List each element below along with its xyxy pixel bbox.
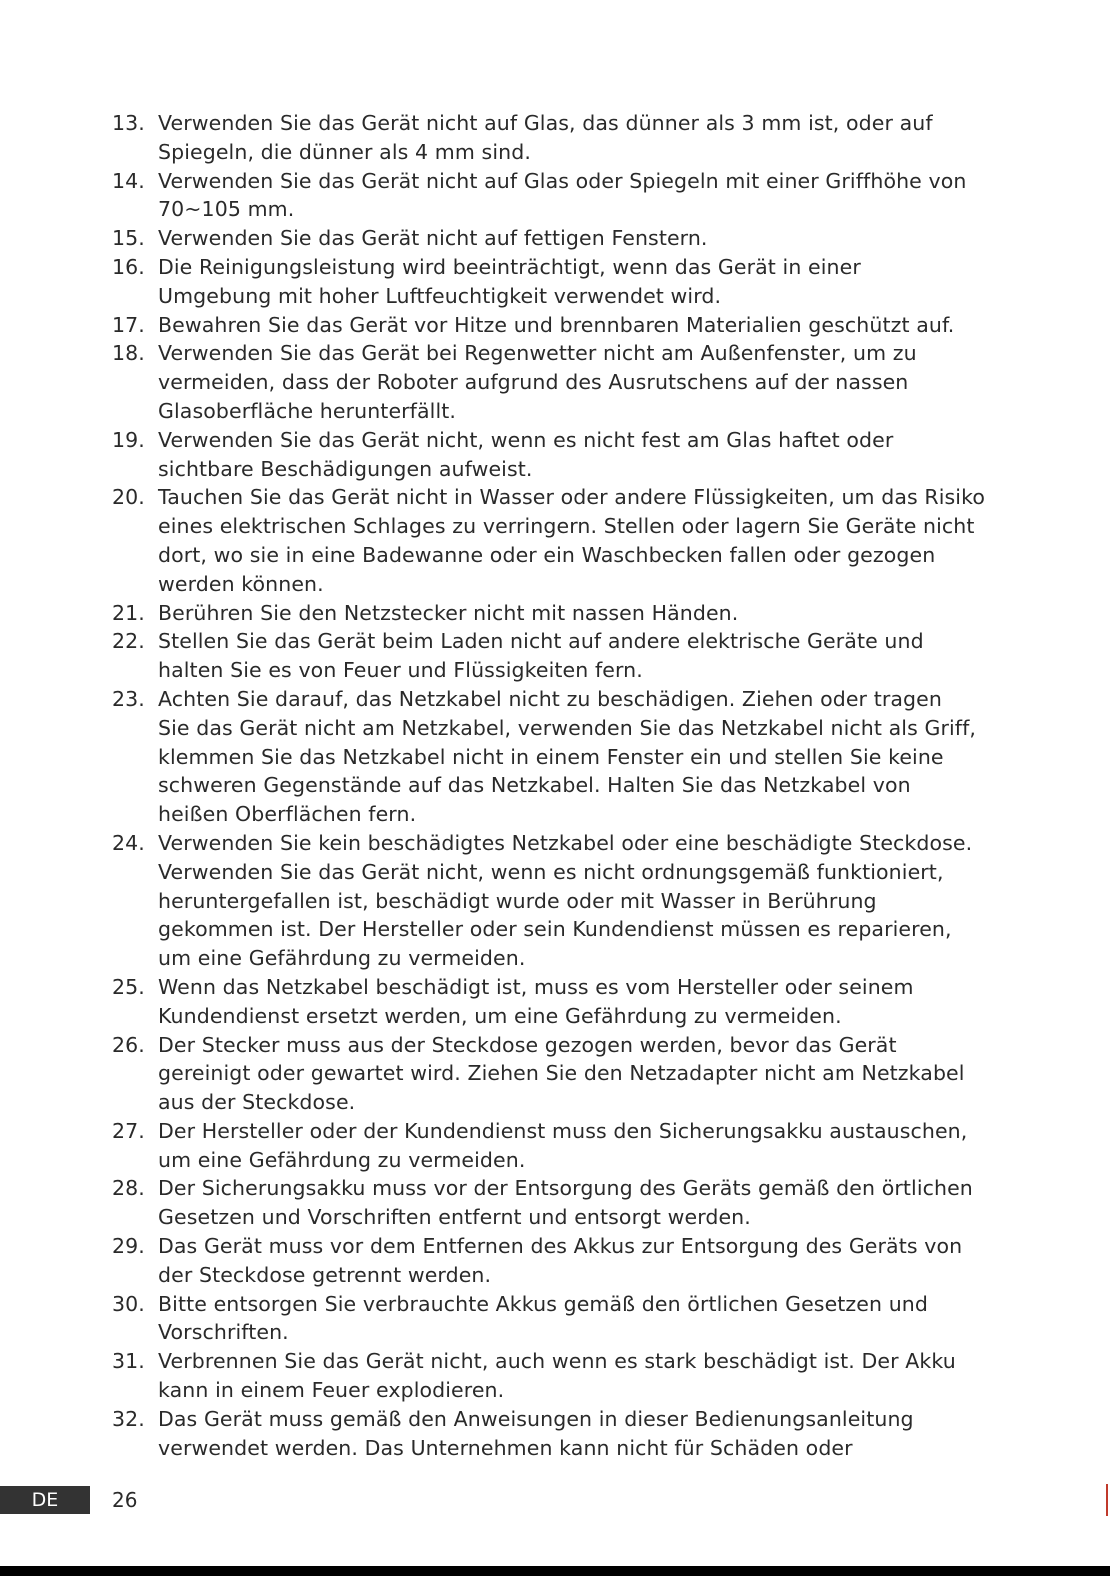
item-number: 15. <box>112 226 145 251</box>
page-number: 26 <box>112 1488 138 1512</box>
item-text: Verwenden Sie kein beschädigtes Netzkabel oder eine beschädigte Steckdose. Verwenden Sie das Gerät nicht, wenn es nicht ordnungsgemäß funktioniert, heruntergefallen ist, beschädigt wurde oder mit Wasser in Berührung gekommen ist. Der Hersteller oder sein Kundendienst müssen es reparieren, um eine Gefährdung zu vermeiden. <box>158 830 973 971</box>
item-text: Der Hersteller oder der Kundendienst muss den Sicherungsakku austauschen, um eine Gefährdung zu vermeiden. <box>158 1118 968 1172</box>
list-item <box>112 1031 1012 1117</box>
item-number: 14. <box>112 168 145 193</box>
list-item <box>112 829 1012 973</box>
list-item <box>112 1174 1012 1232</box>
item-number: 20. <box>112 485 145 510</box>
list-item <box>112 167 1012 225</box>
item-text: Bewahren Sie das Gerät vor Hitze und brennbaren Materialien geschützt auf. <box>158 312 955 337</box>
item-number: 13. <box>112 111 145 135</box>
list-item <box>112 109 1012 167</box>
item-number: 27. <box>112 1118 145 1143</box>
item-number: 29. <box>112 1234 145 1259</box>
item-text: Wenn das Netzkabel beschädigt ist, muss es vom Hersteller oder seinem Kundendienst ersetzt werden, um eine Gefährdung zu vermeiden. <box>158 974 914 1028</box>
language-tab: DE <box>0 1486 90 1514</box>
item-text: Der Stecker muss aus der Steckdose gezogen werden, bevor das Gerät gereinigt oder gewartet wird. Ziehen Sie den Netzadapter nicht am Netzkabel aus der Steckdose. <box>158 1032 965 1115</box>
item-number: 19. <box>112 427 145 452</box>
list-item <box>112 224 1012 253</box>
item-number: 22. <box>112 629 145 654</box>
list-item <box>112 253 1012 311</box>
item-text: Verwenden Sie das Gerät nicht, wenn es nicht fest am Glas haftet oder sichtbare Beschädigungen aufweist. <box>158 427 894 481</box>
safety-instructions-list <box>112 109 1012 1462</box>
list-item <box>112 973 1012 1031</box>
item-text: Verwenden Sie das Gerät nicht auf Glas oder Spiegeln mit einer Griffhöhe von 70~105 mm. <box>158 168 967 222</box>
item-number: 30. <box>112 1291 145 1316</box>
item-text: Verwenden Sie das Gerät bei Regenwetter nicht am Außenfenster, um zu vermeiden, dass der Roboter aufgrund des Ausrutschens auf der nassen Glasoberfläche herunterfällt. <box>158 341 917 423</box>
item-number: 32. <box>112 1406 145 1431</box>
item-text: Das Gerät muss vor dem Entfernen des Akkus zur Entsorgung des Geräts von der Steckdose getrennt werden. <box>158 1234 963 1287</box>
item-number: 16. <box>112 254 145 279</box>
list-item <box>112 426 1012 484</box>
item-text: Bitte entsorgen Sie verbrauchte Akkus gemäß den örtlichen Gesetzen und Vorschriften. <box>158 1291 929 1345</box>
item-text: Verwenden Sie das Gerät nicht auf fettigen Fenstern. <box>158 226 708 251</box>
edge-marker <box>1106 1484 1108 1516</box>
bottom-border <box>0 1566 1110 1576</box>
item-number: 17. <box>112 312 145 337</box>
item-number: 25. <box>112 974 145 999</box>
list-item <box>112 627 1012 685</box>
item-text: Verbrennen Sie das Gerät nicht, auch wenn es stark beschädigt ist. Der Akku kann in einem Feuer explodieren. <box>158 1349 956 1403</box>
list-item <box>112 1405 1012 1463</box>
item-text: Stellen Sie das Gerät beim Laden nicht auf andere elektrische Geräte und halten Sie es von Feuer und Flüssigkeiten fern. <box>158 629 924 683</box>
list-item <box>112 1117 1012 1175</box>
item-number: 21. <box>112 600 145 625</box>
list-item <box>112 599 1012 628</box>
list-item <box>112 1290 1012 1348</box>
item-number: 23. <box>112 686 145 711</box>
item-text: Berühren Sie den Netzstecker nicht mit nassen Händen. <box>158 600 739 625</box>
list-item <box>112 685 1012 829</box>
item-text: Der Sicherungsakku muss vor der Entsorgung des Geräts gemäß den örtlichen Gesetzen und Vorschriften entfernt und entsorgt werden. <box>158 1176 973 1230</box>
item-number: 24. <box>112 830 145 855</box>
item-number: 28. <box>112 1176 145 1201</box>
list-item <box>112 483 1012 598</box>
list-item <box>112 311 1012 340</box>
item-number: 26. <box>112 1032 145 1057</box>
item-text: Das Gerät muss gemäß den Anweisungen in dieser Bedienungsanleitung verwendet werden. Das Unternehmen kann nicht für Schäden oder <box>158 1406 914 1460</box>
list-item <box>112 339 1012 425</box>
item-number: 31. <box>112 1349 145 1374</box>
list-item <box>112 1347 1012 1405</box>
item-number: 18. <box>112 341 145 366</box>
list-item <box>112 1232 1012 1290</box>
item-text: Tauchen Sie das Gerät nicht in Wasser oder andere Flüssigkeiten, um das Risiko eines elektrischen Schlages zu verringern. Stellen oder lagern Sie Geräte nicht dort, wo sie in eine Badewanne oder ein Waschbecken fallen oder gezogen werden können. <box>158 485 985 596</box>
item-text: Achten Sie darauf, das Netzkabel nicht zu beschädigen. Ziehen oder tragen Sie das Gerät nicht am Netzkabel, verwenden Sie das Netzkabel nicht als Griff, klemmen Sie das Netzkabel nicht in einem Fenster ein und stellen Sie keine schweren Gegenstände auf das Netzkabel. Halten Sie das Netzkabel von heißen Oberflächen fern. <box>158 686 977 827</box>
item-text: Die Reinigungsleistung wird beeinträchtigt, wenn das Gerät in einer Umgebung mit hoher Luftfeuchtigkeit verwendet wird. <box>158 254 861 308</box>
item-text: Verwenden Sie das Gerät nicht auf Glas, das dünner als 3 mm ist, oder auf Spiegeln, die dünner als 4 mm sind. <box>158 111 933 164</box>
